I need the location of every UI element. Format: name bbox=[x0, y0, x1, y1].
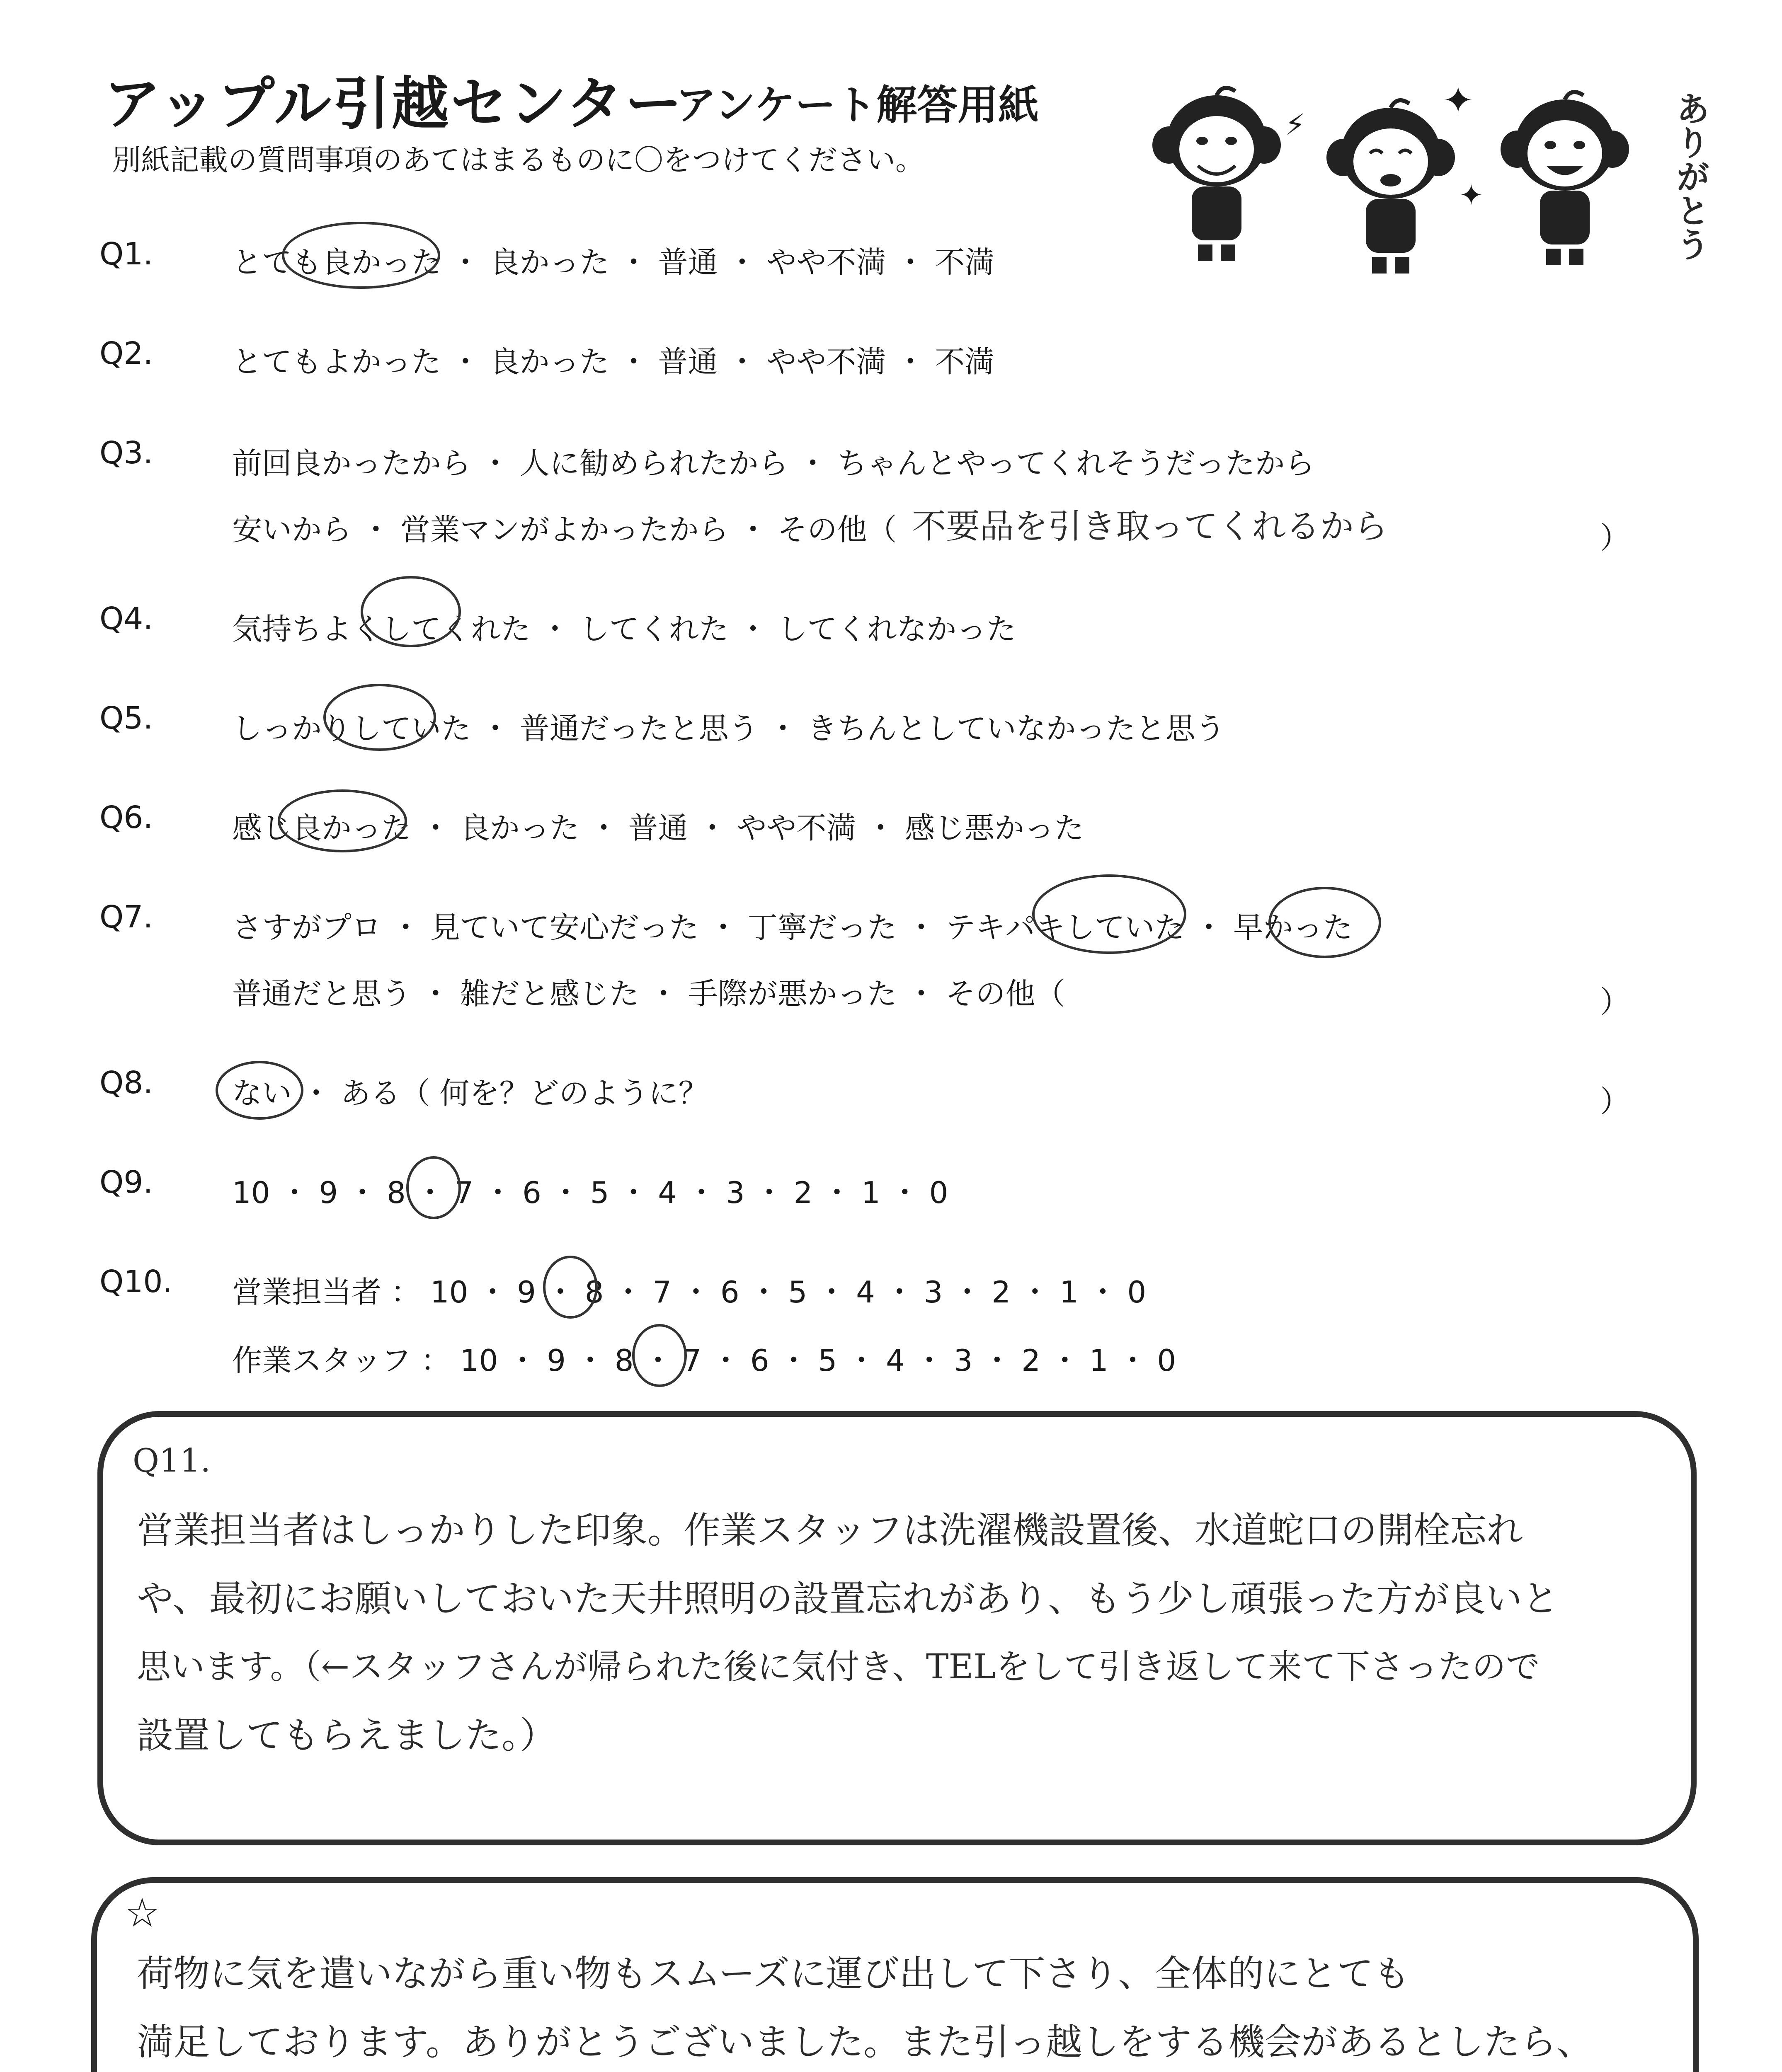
q3-other-handwritten: 不要品を引き取ってくれるから bbox=[912, 507, 1388, 546]
free-comment-line: 荷物に気を遣いながら重い物もスムーズに運び出して下さり、全体的にとても bbox=[137, 1952, 1410, 1995]
q3-label: Q3. bbox=[99, 435, 153, 471]
answer-circle bbox=[406, 1156, 461, 1219]
q3-options-line2: 安いから ・ 営業マンがよかったから ・ その他（ bbox=[232, 512, 897, 547]
q11-comment-line: や、最初にお願いしておいた天井照明の設置忘れがあり、もう少し頑張った方が良いと bbox=[137, 1577, 1559, 1620]
answer-circle bbox=[543, 1256, 598, 1319]
monkey-mascot-icon bbox=[1152, 83, 1281, 261]
answer-circle bbox=[282, 222, 440, 289]
q11-comment-line: 営業担当者はしっかりした印象。作業スタッフは洗濯機設置後、水道蛇口の開栓忘れ bbox=[137, 1509, 1523, 1552]
answer-circle bbox=[323, 684, 436, 751]
answer-circle bbox=[1268, 887, 1381, 958]
surprise-mark-icon: ⚡ bbox=[1285, 108, 1306, 142]
q8-label: Q8. bbox=[99, 1065, 153, 1101]
q6-options: 感じ良かった ・ 良かった ・ 普通 ・ やや不満 ・ 感じ悪かった bbox=[232, 811, 1084, 845]
answer-circle bbox=[278, 789, 407, 852]
star-icon: ☆ bbox=[124, 1890, 160, 1936]
close-paren: ） bbox=[1600, 520, 1630, 555]
q4-label: Q4. bbox=[99, 601, 153, 637]
q2-label: Q2. bbox=[99, 336, 153, 371]
answer-circle bbox=[216, 1061, 303, 1120]
q11-comment-line: 思います。（←スタッフさんが帰られた後に気付き、TELをして引き返して来て下さったので bbox=[137, 1647, 1540, 1687]
form-title: アップル引越センター bbox=[104, 70, 684, 137]
q7-label: Q7. bbox=[99, 899, 153, 935]
q4-options: 気持ちよくしてくれた ・ してくれた ・ してくれなかった bbox=[232, 612, 1016, 646]
monkey-mascot-icon bbox=[1326, 95, 1455, 274]
q6-label: Q6. bbox=[99, 800, 153, 835]
form-subtitle: アンケート解答用紙 bbox=[676, 82, 1039, 129]
q10-label: Q10. bbox=[99, 1264, 172, 1300]
q1-label: Q1. bbox=[99, 236, 153, 272]
q2-options: とてもよかった ・ 良かった ・ 普通 ・ やや不満 ・ 不満 bbox=[232, 344, 995, 379]
q5-label: Q5. bbox=[99, 700, 153, 736]
q11-label: Q11. bbox=[133, 1442, 211, 1479]
q1-options: とても良かった ・ 良かった ・ 普通 ・ やや不満 ・ 不満 bbox=[232, 245, 995, 280]
answer-circle bbox=[1032, 874, 1186, 954]
q7-options-line2: 普通だと思う ・ 雑だと感じた ・ 手際が悪かった ・ その他（ bbox=[232, 976, 1065, 1011]
free-comment-line: 満足しております。ありがとうございました。また引っ越しをする機会があるとしたら、 bbox=[137, 2021, 1593, 2063]
q7-options-line1: さすがプロ ・ 見ていて安心だった ・ 丁寧だった ・ テキパキしていた ・ 早かった bbox=[232, 910, 1353, 945]
q5-options: しっかりしていた ・ 普通だったと思う ・ きちんとしていなかったと思う bbox=[232, 711, 1225, 746]
q10-staff-scale: 作業スタッフ ： 10 ・ 9 ・ 8 ・ 7 ・ 6 ・ 5 ・ 4 ・ 3 ・ 2 ・ 1 ・ 0 bbox=[232, 1343, 1176, 1378]
close-paren: ） bbox=[1600, 1084, 1630, 1119]
sparkle-icon: ✦ bbox=[1459, 178, 1484, 212]
thanks-text: ありがとう bbox=[1670, 91, 1710, 261]
q3-options-line1: 前回良かったから ・ 人に勧められたから ・ ちゃんとやってくれそうだったから bbox=[232, 446, 1315, 481]
sparkle-icon: ✦ bbox=[1443, 79, 1474, 122]
q8-options: ない ・ ある（ 何を？どのように？ bbox=[232, 1076, 708, 1111]
monkey-mascot-icon bbox=[1501, 87, 1629, 265]
q10-sales-scale: 営業担当者 ： 10 ・ 9 ・ 8 ・ 7 ・ 6 ・ 5 ・ 4 ・ 3 ・ 2 ・ 1 ・ 0 bbox=[232, 1275, 1147, 1310]
answer-circle bbox=[632, 1324, 687, 1387]
q9-label: Q9. bbox=[99, 1164, 153, 1200]
q9-scale: 10 ・ 9 ・ 8 ・ 7 ・ 6 ・ 5 ・ 4 ・ 3 ・ 2 ・ 1 ・ 0 bbox=[232, 1175, 948, 1210]
answer-circle bbox=[361, 576, 461, 647]
q11-comment-line: 設置してもらえました。） bbox=[137, 1714, 557, 1757]
instruction-text: 別紙記載の質問事項のあてはまるものに〇をつけてください。 bbox=[112, 143, 924, 177]
close-paren: ） bbox=[1600, 985, 1630, 1019]
